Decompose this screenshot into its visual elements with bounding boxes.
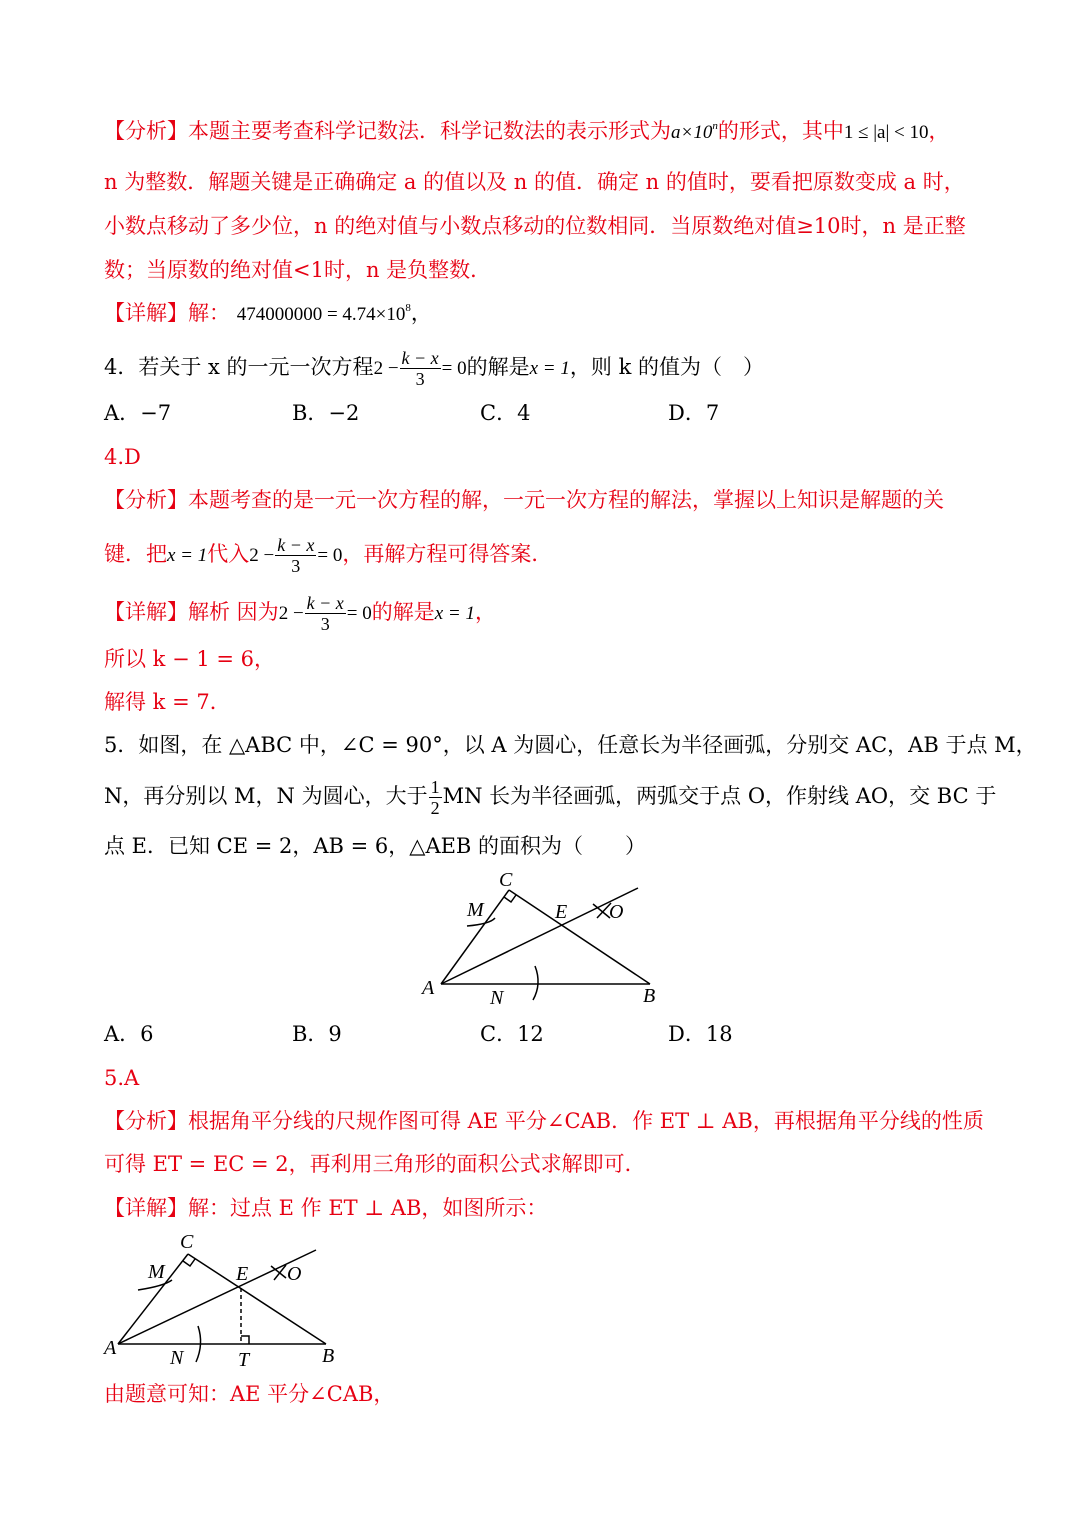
label-c: C	[180, 1231, 194, 1253]
q4-option-c: C．4	[480, 401, 531, 425]
q5-answer: 5.A	[104, 1066, 140, 1090]
label-t: T	[238, 1349, 250, 1371]
label-c: C	[499, 869, 513, 891]
q4-step-2: 解得 k = 7．	[104, 690, 231, 714]
q4-option-d: D．7	[668, 401, 720, 425]
q5-analysis-line-2: 可得 ET = EC = 2，再利用三角形的面积公式求解即可．	[104, 1152, 646, 1176]
q5-option-a: A．6	[104, 1022, 154, 1046]
analysis-3-line-1: 【分析】本题主要考查科学记数法．科学记数法的表示形式为$a\times 10^n$的形式，其中1 ≤ |a| < 10，	[104, 119, 950, 143]
analysis-3-line-2: n 为整数．解题关键是正确确定 a 的值以及 n 的值．确定 n 的值时，要看把原数变成 a 时，	[104, 170, 965, 194]
right-angle-mark	[504, 895, 516, 902]
label-o: O	[609, 901, 624, 923]
q5-analysis-line-1: 【分析】根据角平分线的尺规作图可得 AE 平分∠CAB．作 ET ⊥ AB，再根据角平分线的性质	[104, 1109, 984, 1133]
q4-detail: 【详解】解析 因为2 − $\frac{k - x}{3}$ = 0的解是x = 1，	[104, 593, 497, 634]
side-cb	[509, 890, 650, 984]
label-o: O	[287, 1263, 302, 1285]
side-cb	[188, 1254, 326, 1344]
right-angle-mark-t	[241, 1336, 249, 1344]
q5-conclusion: 由题意可知：AE 平分∠CAB，	[104, 1382, 395, 1406]
label-e: E	[236, 1263, 249, 1285]
q5-detail: 【详解】解：过点 E 作 ET ⊥ AB，如图所示：	[104, 1196, 548, 1220]
right-angle-mark	[183, 1259, 195, 1266]
label-a: A	[104, 1337, 117, 1359]
question-5-line-2: N，再分别以 M，N 为圆心，大于 $\frac{1}{2}$ MN 长为半径画弧，两弧交于点 O，作射线 AO，交 BC 于	[104, 777, 997, 818]
question-5-line-1: 5．如图，在 △ABC 中，∠C = 90°，以 A 为圆心，任意长为半径画弧，分别交 AC，AB 于点 M，	[104, 733, 1037, 757]
q4-step-1: 所以 k − 1 = 6，	[104, 647, 276, 671]
analysis-3-line-4: 数；当原数的绝对值<1时，n 是负整数．	[104, 258, 492, 282]
q5-option-c: C．12	[480, 1022, 544, 1046]
label-b: B	[643, 985, 656, 1007]
label-m: M	[467, 899, 484, 921]
q5-option-b: B．9	[292, 1022, 342, 1046]
q4-analysis-line-1: 【分析】本题考查的是一元一次方程的解，一元一次方程的解法，掌握以上知识是解题的关	[104, 488, 944, 512]
label-m: M	[148, 1261, 165, 1283]
arc-n	[533, 966, 538, 1000]
question-5-line-3: 点 E．已知 CE = 2，AB = 6，△AEB 的面积为（ ）	[104, 834, 647, 858]
label-b: B	[322, 1345, 335, 1367]
q4-analysis-line-2: 键．把x = 1代入2 − $\frac{k - x}{3}$ = 0，再解方程可得答案．	[104, 535, 553, 576]
q4-option-a: A．−7	[104, 401, 172, 425]
analysis-3-line-3: 小数点移动了多少位，n 的绝对值与小数点移动的位数相同．当原数绝对值≥10时，n 是正整	[104, 214, 966, 238]
q5-option-d: D．18	[668, 1022, 733, 1046]
detail-3: 【详解】解： $474000000 = 4.74\times 10^8$，	[104, 301, 432, 325]
q4-option-b: B．−2	[292, 401, 360, 425]
q4-answer: 4.D	[104, 445, 141, 469]
label-e: E	[555, 901, 568, 923]
label-a: A	[422, 977, 435, 999]
triangle-figure-2	[100, 1226, 350, 1376]
triangle-figure-1	[410, 866, 670, 1016]
label-n: N	[170, 1347, 184, 1369]
question-4-stem: 4．若关于 x 的一元一次方程2 − $\frac{k - x}{3}$ = 0的解是x = 1，则 k 的值为（ ）	[104, 348, 764, 389]
label-n: N	[490, 987, 504, 1009]
